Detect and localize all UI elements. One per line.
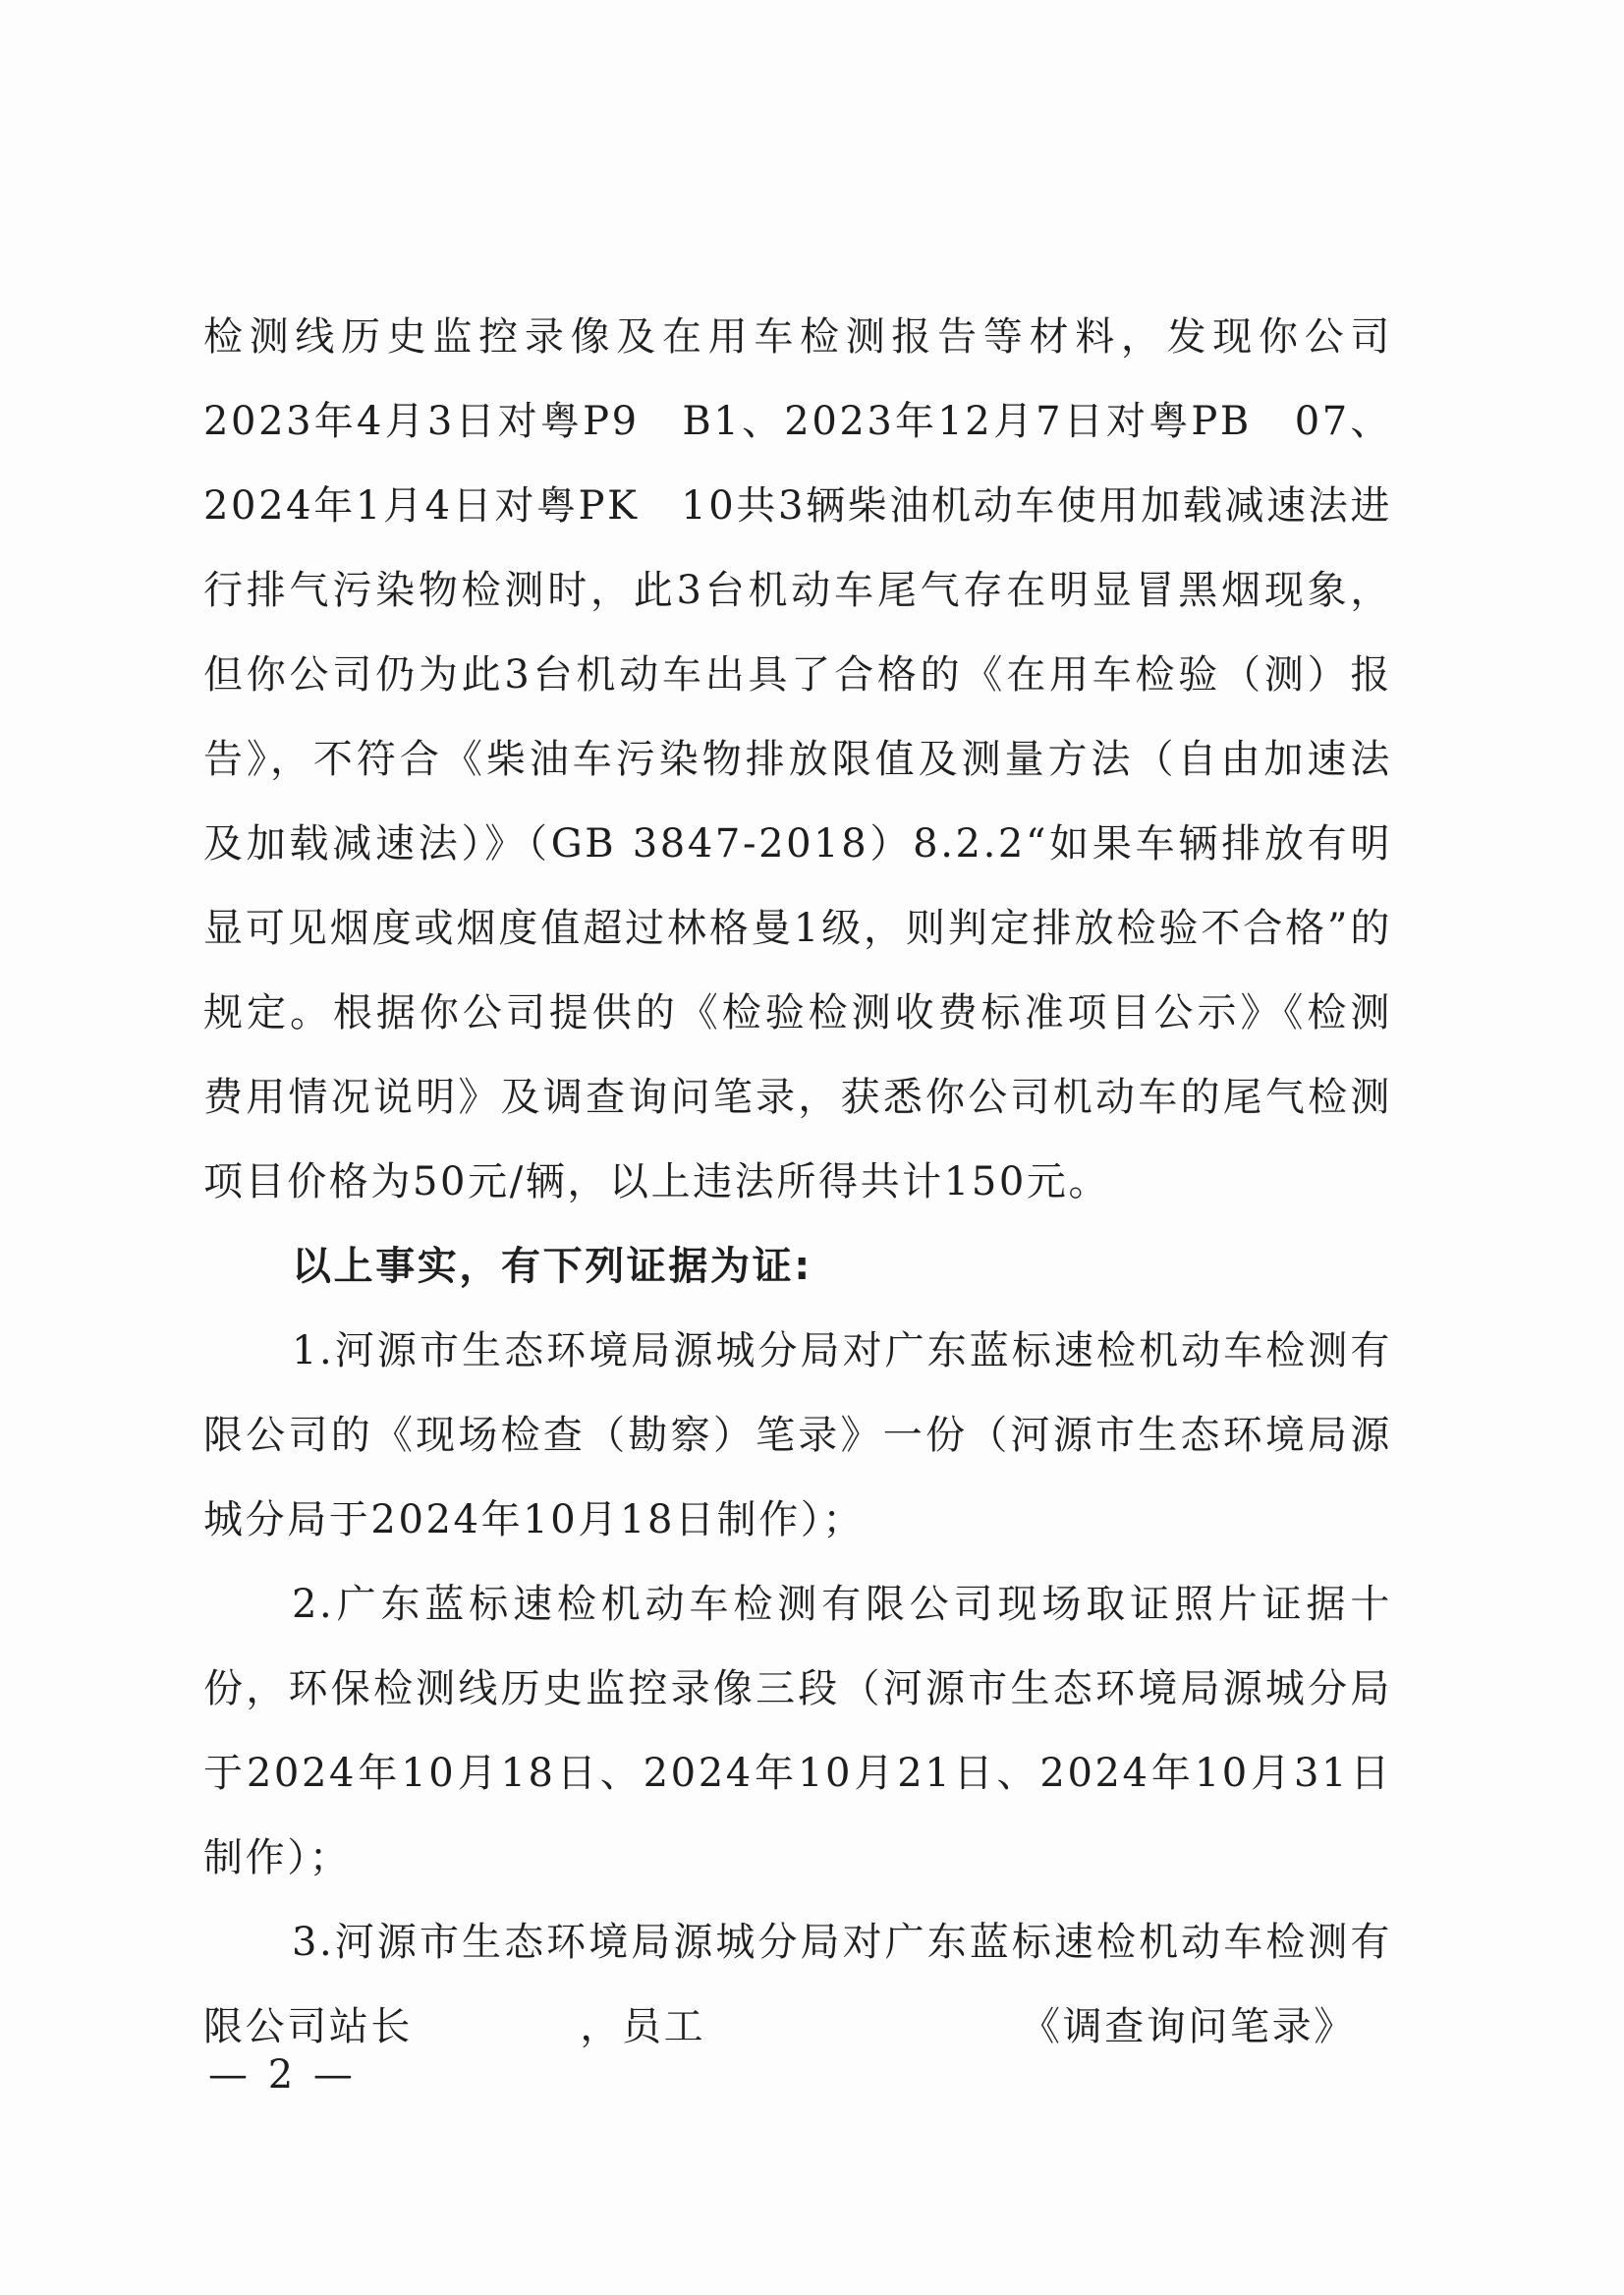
page-number: — 2 —: [208, 2052, 357, 2098]
paragraph-evidence-heading: 以上事实，有下列证据为证:: [292, 1244, 812, 1289]
document-body: [203, 295, 1392, 2069]
paragraph-findings: 检测线历史监控录像及在用车检测报告等材料，发现你公司2023年4月3日对粤P9 B1、2023年12月7日对粤PB 07、2024年1月4日对粤PK 10共3辆柴油机动车使用加载减速法进行排气污染物检测时，此3台机动车尾气存在明显冒黑烟现象，但你公司仍为此3台机动车出具了合格的《在用车检验（测）报告》，不符合《柴油车污染物排放限值及测量方法（自由加速法及加载减速法）》（GB 3847-2018）8.2.2“如果车辆排放有明显可见烟度或烟度值超过林格曼1级，则判定排放检验不合格”的规定。根据你公司提供的《检验检测收费标准项目公示》《检测费用情况说明》及调查询问笔录，获悉你公司机动车的尾气检测项目价格为50元/辆，以上违法所得共计150元。: [203, 314, 1392, 1204]
paragraph-evidence-3: 3.河源市生态环境局源城分局对广东蓝标速检机动车检测有限公司站长 ，员工 《调查询问笔录》: [203, 1920, 1392, 2049]
paragraph-evidence-2: 2.广东蓝标速检机动车检测有限公司现场取证照片证据十份，环保检测线历史监控录像三段（河源市生态环境局源城分局于2024年10月18日、2024年10月21日、2024年10月31日制作）；: [203, 1582, 1392, 1880]
paragraph-evidence-1: 1.河源市生态环境局源城分局对广东蓝标速检机动车检测有限公司的《现场检查（勘察）笔录》一份（河源市生态环境局源城分局于2024年10月18日制作）；: [203, 1328, 1392, 1542]
